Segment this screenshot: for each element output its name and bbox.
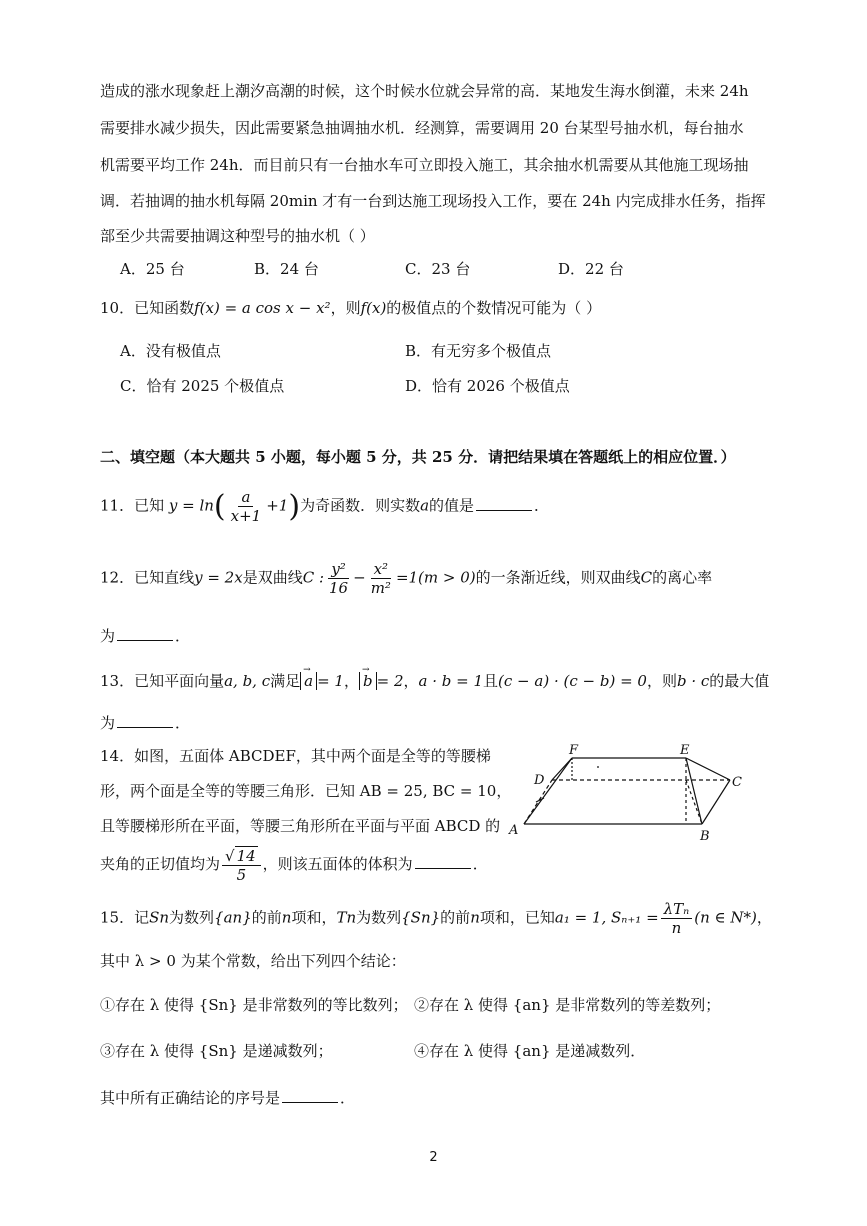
q15-an-set: {an} — [214, 908, 252, 927]
q15-conclusion-3: ③存在 λ 使得 {Sn} 是递减数列； — [100, 1042, 333, 1060]
q14-label-b: B — [700, 829, 710, 844]
q12-fraction-1 — [326, 560, 351, 597]
q12-den-1: 16 — [329, 579, 349, 597]
q15-fraction — [661, 900, 693, 937]
q14-line-3: 且等腰梯形所在平面，等腰三角形所在平面与平面 ABCD 的 — [100, 817, 501, 835]
q15-n: n — [281, 908, 292, 927]
q15-line-2: 其中 λ > 0 为某个常数，给出下列四个结论： — [100, 952, 406, 970]
q14-answer-blank — [415, 854, 471, 869]
q14-den: 5 — [236, 866, 247, 884]
q12-mid: 是双曲线 — [242, 568, 303, 587]
q10-fx: f(x) — [360, 299, 387, 317]
q12-stem — [100, 560, 712, 597]
section-2-title: 二、填空题（本大题共 5 小题，每小题 5 分，共 25 分．请把结果填在答题纸上的相应位置．） — [100, 448, 736, 466]
q15-sn-set: {Sn} — [401, 908, 441, 927]
q13-line2-text: 为 — [100, 714, 116, 732]
q10-prefix: 10．已知函数 — [100, 299, 195, 317]
q14-label-f: F — [569, 743, 579, 758]
q12-prefix: 12．已知直线 — [100, 568, 195, 587]
q10-middle: ，则 — [330, 299, 361, 317]
q15-sn: Sn — [149, 908, 170, 927]
q9-option-b: B．24 台 — [254, 260, 319, 278]
q15-end: ． — [340, 1089, 356, 1107]
q13-cond4: (c − a) · (c − b) = 0 — [498, 672, 647, 690]
q13-target: b · c — [676, 672, 710, 690]
q11-suffix: 为奇函数．则实数 — [300, 496, 421, 515]
q9-line-5: 部至少共需要抽调这种型号的抽水机（ ） — [100, 227, 375, 245]
q12-minus: − — [353, 568, 366, 587]
q12-line2-text: 为 — [100, 627, 116, 645]
q14-line4-suffix: ，则该五面体的体积为 — [262, 855, 413, 873]
q13-abs-a: → a — [300, 672, 317, 690]
q11-tail: 的值是 — [429, 496, 475, 515]
q13-stem: 13．已知平面向量a, b, c满足→ a = 1，→ b = 2，a · b = 1且(c − a) · (c − b) = 0，则b · c的最大值 — [100, 670, 769, 691]
q11-stem — [100, 488, 549, 525]
q14-label-e: E — [680, 743, 690, 758]
q13-cond1: = 1 — [317, 672, 344, 690]
q11-var: a — [420, 496, 430, 515]
q9-line-3: 机需要平均工作 24h．而目前只有一台抽水车可立即投入施工，其余抽水机需要从其他施工现场抽 — [100, 156, 749, 174]
q15-cond: a₁ = 1, Sₙ₊₁ = — [554, 908, 659, 927]
q10-stem — [100, 297, 601, 318]
q15-t6: 项和，已知 — [479, 908, 555, 927]
q10-option-d: D．恰有 2026 个极值点 — [405, 377, 570, 395]
q14-label-a: A — [509, 823, 519, 838]
q13-tail: 的最大值 — [709, 672, 770, 690]
q13-prefix: 13．已知平面向量 — [100, 672, 225, 690]
q15-conclusion-2: ②存在 λ 使得 {an} 是非常数列的等差数列； — [414, 996, 721, 1014]
q15-t1: 为数列 — [169, 908, 215, 927]
q10-option-b: B．有无穷多个极值点 — [405, 342, 552, 360]
q15-conclusion-4: ④存在 λ 使得 {an} 是递减数列． — [414, 1042, 646, 1060]
q14-line-1: 14．如图，五面体 ABCDEF，其中两个面是全等的等腰梯 — [100, 747, 491, 765]
q11-end: ． — [534, 496, 550, 515]
q15-frac-den: n — [671, 919, 682, 937]
q9-option-d: D．22 台 — [558, 260, 624, 278]
q11-prefix: 11．已知 — [100, 496, 165, 515]
q13-cond2: = 2 — [376, 672, 404, 690]
page-number: 2 — [429, 1150, 438, 1165]
q15-t2: 的前 — [251, 908, 282, 927]
q12-line-eq: y = 2x — [194, 568, 243, 587]
q10-suffix: 的极值点的个数情况可能为（ ） — [386, 299, 602, 317]
q11-close-paren: ) — [288, 489, 301, 524]
q9-line-4: 调．若抽调的抽水机每隔 20min 才有一台到达施工现场投入工作，要在 24h 内完成排水任务，指挥 — [100, 192, 766, 210]
q12-fraction-2 — [368, 560, 394, 597]
q11-numerator: a — [238, 488, 253, 507]
q11-plus-one: +1 — [266, 496, 289, 515]
q14-line-4 — [100, 846, 488, 884]
q11-open-paren: ( — [213, 489, 226, 524]
q15-line1-end: ， — [756, 908, 772, 927]
q12-c: C — [640, 568, 653, 587]
q15-final-text: 其中所有正确结论的序号是 — [100, 1089, 281, 1107]
q13-mid2: 且 — [483, 672, 499, 690]
q15-prefix: 15．记 — [100, 908, 150, 927]
q12-suffix: 的一条渐近线，则双曲线 — [475, 568, 641, 587]
q15-line-1 — [100, 900, 772, 937]
q15-answer-blank — [282, 1088, 338, 1103]
q12-num-1: y² — [328, 560, 349, 579]
q15-conclusion-1: ①存在 λ 使得 {Sn} 是非常数列的等比数列； — [100, 996, 408, 1014]
q9-option-a: A．25 台 — [120, 260, 185, 278]
q13-vectors: a, b, c — [224, 672, 271, 690]
q11-fraction — [228, 488, 265, 525]
q15-n-2: n — [470, 908, 480, 927]
q13-answer-blank — [117, 713, 173, 728]
q13-mid1: 满足 — [270, 672, 301, 690]
q11-denominator: x+1 — [230, 507, 262, 525]
q11-lhs: y = ln — [168, 496, 214, 515]
q13-end: ． — [175, 714, 191, 732]
q13-cond3: a · b = 1 — [418, 672, 484, 690]
q9-line-2: 需要排水减少损失，因此需要紧急抽调抽水机．经测算，需要调用 20 台某型号抽水机，每台抽水 — [100, 119, 744, 137]
q13-suffix: ，则 — [646, 672, 677, 690]
q12-tail: 的离心率 — [652, 568, 713, 587]
q14-pentahedron-figure — [506, 740, 758, 844]
q14-sqrt-num: √ 14 — [222, 846, 261, 866]
q15-t4: 为数列 — [356, 908, 402, 927]
q9-line-1: 造成的涨水现象赶上潮汐高潮的时候，这个时候水位就会异常的高．某地发生海水倒灌，未来 24h — [100, 82, 749, 100]
q14-line-2: 形，两个面是全等的等腰三角形．已知 AB = 25, BC = 10， — [100, 782, 512, 800]
q14-label-d: D — [534, 773, 545, 788]
q15-domain: (n ∈ N*) — [694, 908, 757, 927]
q12-curve: C : — [302, 568, 325, 587]
q15-tn: Tn — [336, 908, 357, 927]
q12-answer-blank — [117, 626, 173, 641]
q14-end: ． — [472, 855, 488, 873]
q10-option-c: C．恰有 2025 个极值点 — [120, 377, 285, 395]
q15-t3: 项和， — [291, 908, 337, 927]
q12-cond: =1(m > 0) — [395, 568, 476, 587]
q12-line-2 — [100, 625, 190, 646]
q12-num-2: x² — [371, 560, 391, 579]
q15-t5: 的前 — [440, 908, 471, 927]
q13-line-2 — [100, 712, 190, 733]
q11-answer-blank — [476, 496, 532, 511]
q15-frac-num: λTₙ — [661, 900, 693, 919]
q12-den-2: m² — [370, 579, 391, 597]
q14-fraction — [222, 846, 261, 884]
q12-end: ． — [175, 627, 191, 645]
q10-option-a: A．没有极值点 — [120, 342, 221, 360]
q14-line4-prefix: 夹角的正切值均为 — [100, 855, 221, 873]
q10-function: f(x) = a cos x − x² — [194, 299, 331, 317]
q14-label-c: C — [732, 775, 742, 790]
q9-option-c: C．23 台 — [405, 260, 471, 278]
q15-final — [100, 1087, 355, 1108]
q13-abs-b: → b — [359, 672, 377, 690]
